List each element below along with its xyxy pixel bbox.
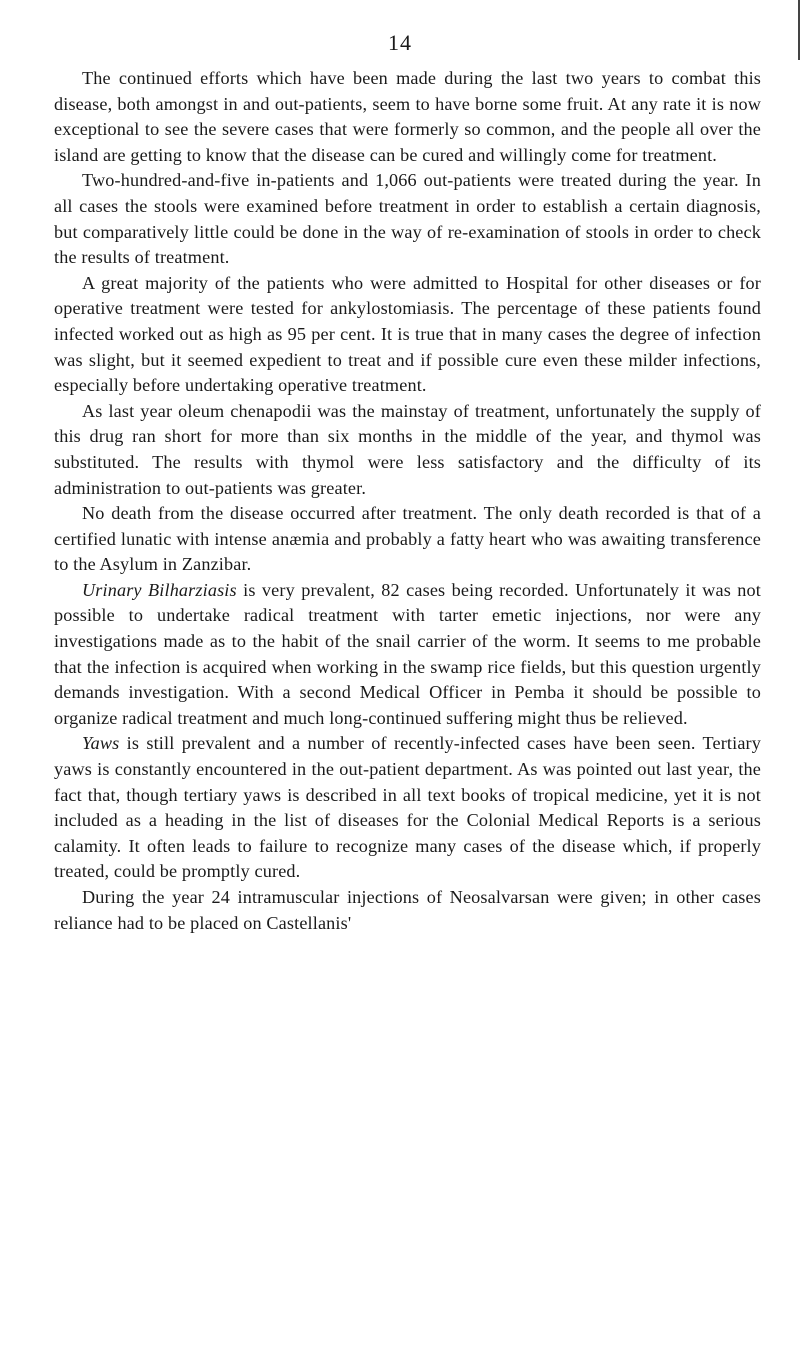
bilharziasis-text: is very prevalent, 82 cases being recorded. Unfortunately it was not possible to undertake radical treatment with tarter emetic injections, nor were any investigations made as to the habit of the snail carrier of the worm. It seems to me probable that the infection is acquired when working in the swamp rice fields, but this question urgently demands investigation. With a second Medical Officer in Pemba it should be possible to organize radical treatment and much long-continued suffering might thus be relieved.: [54, 579, 761, 728]
paragraph-hookworm-progress: The continued efforts which have been made during the last two years to combat this disease, both amongst in and out-patients, seem to have borne some fruit. At any rate it is now exceptional to see the severe cases that were formerly so common, and the people all over the island are getting to know that the disease can be cured and willingly come for treatment.: [54, 68, 761, 165]
paragraph-treatment-drugs: As last year oleum chenapodii was the mainstay of treatment, unfortunately the supply of this drug ran short for more than six months in the middle of the year, and thymol was substituted. The results with thymol were less satisfactory and the difficulty of its administration to out-patients was greater.: [54, 400, 761, 498]
heading-yaws: Yaws: [82, 733, 120, 754]
paragraph-bilharziasis: [54, 578, 761, 732]
yaws-text: is still prevalent and a number of recently-infected cases have been seen. Tertiary yaws is constantly encountered in the out-patient department. As was pointed out last year, the fact that, though tertiary yaws is described in all text books of tropical medicine, yet it is not included as a heading in the list of diseases for the Colonial Medical Reports is a serious calamity. It often leads to failure to recognize many cases of the disease which, if properly treated, could be promptly cured.: [54, 733, 761, 882]
paragraph-neosalvarsan: During the year 24 intramuscular injections of Neosalvarsan were given; in other cases reliance had to be placed on Castellanis': [54, 887, 761, 933]
paragraph-deaths: No death from the disease occurred after treatment. The only death recorded is that of a certified lunatic with intense anæmia and probably a fatty heart who was awaiting transference to the Asylum in Zanzibar.: [54, 503, 761, 575]
body-text: [54, 66, 761, 936]
page-number: 14: [388, 30, 412, 55]
paragraph-ankylostomiasis-testing: A great majority of the patients who were admitted to Hospital for other diseases or for operative treatment were tested for ankylostomiasis. The percentage of these patients found infected worked out as high as 95 per cent. It is true that in many cases the degree of infection was slight, but it seemed expedient to treat and if possible cure even these milder infections, especially before undertaking operative treatment.: [54, 272, 761, 396]
heading-urinary-bilharziasis: Urinary Bilharziasis: [82, 579, 237, 600]
paragraph-yaws: [54, 731, 761, 885]
paragraph-patients-treated: Two-hundred-and-five in-patients and 1,066 out-patients were treated during the year. In all cases the stools were examined before treatment in order to establish a certain diagnosis, but comparatively little could be done in the way of re-examination of stools in order to check the results of treatment.: [54, 170, 761, 268]
